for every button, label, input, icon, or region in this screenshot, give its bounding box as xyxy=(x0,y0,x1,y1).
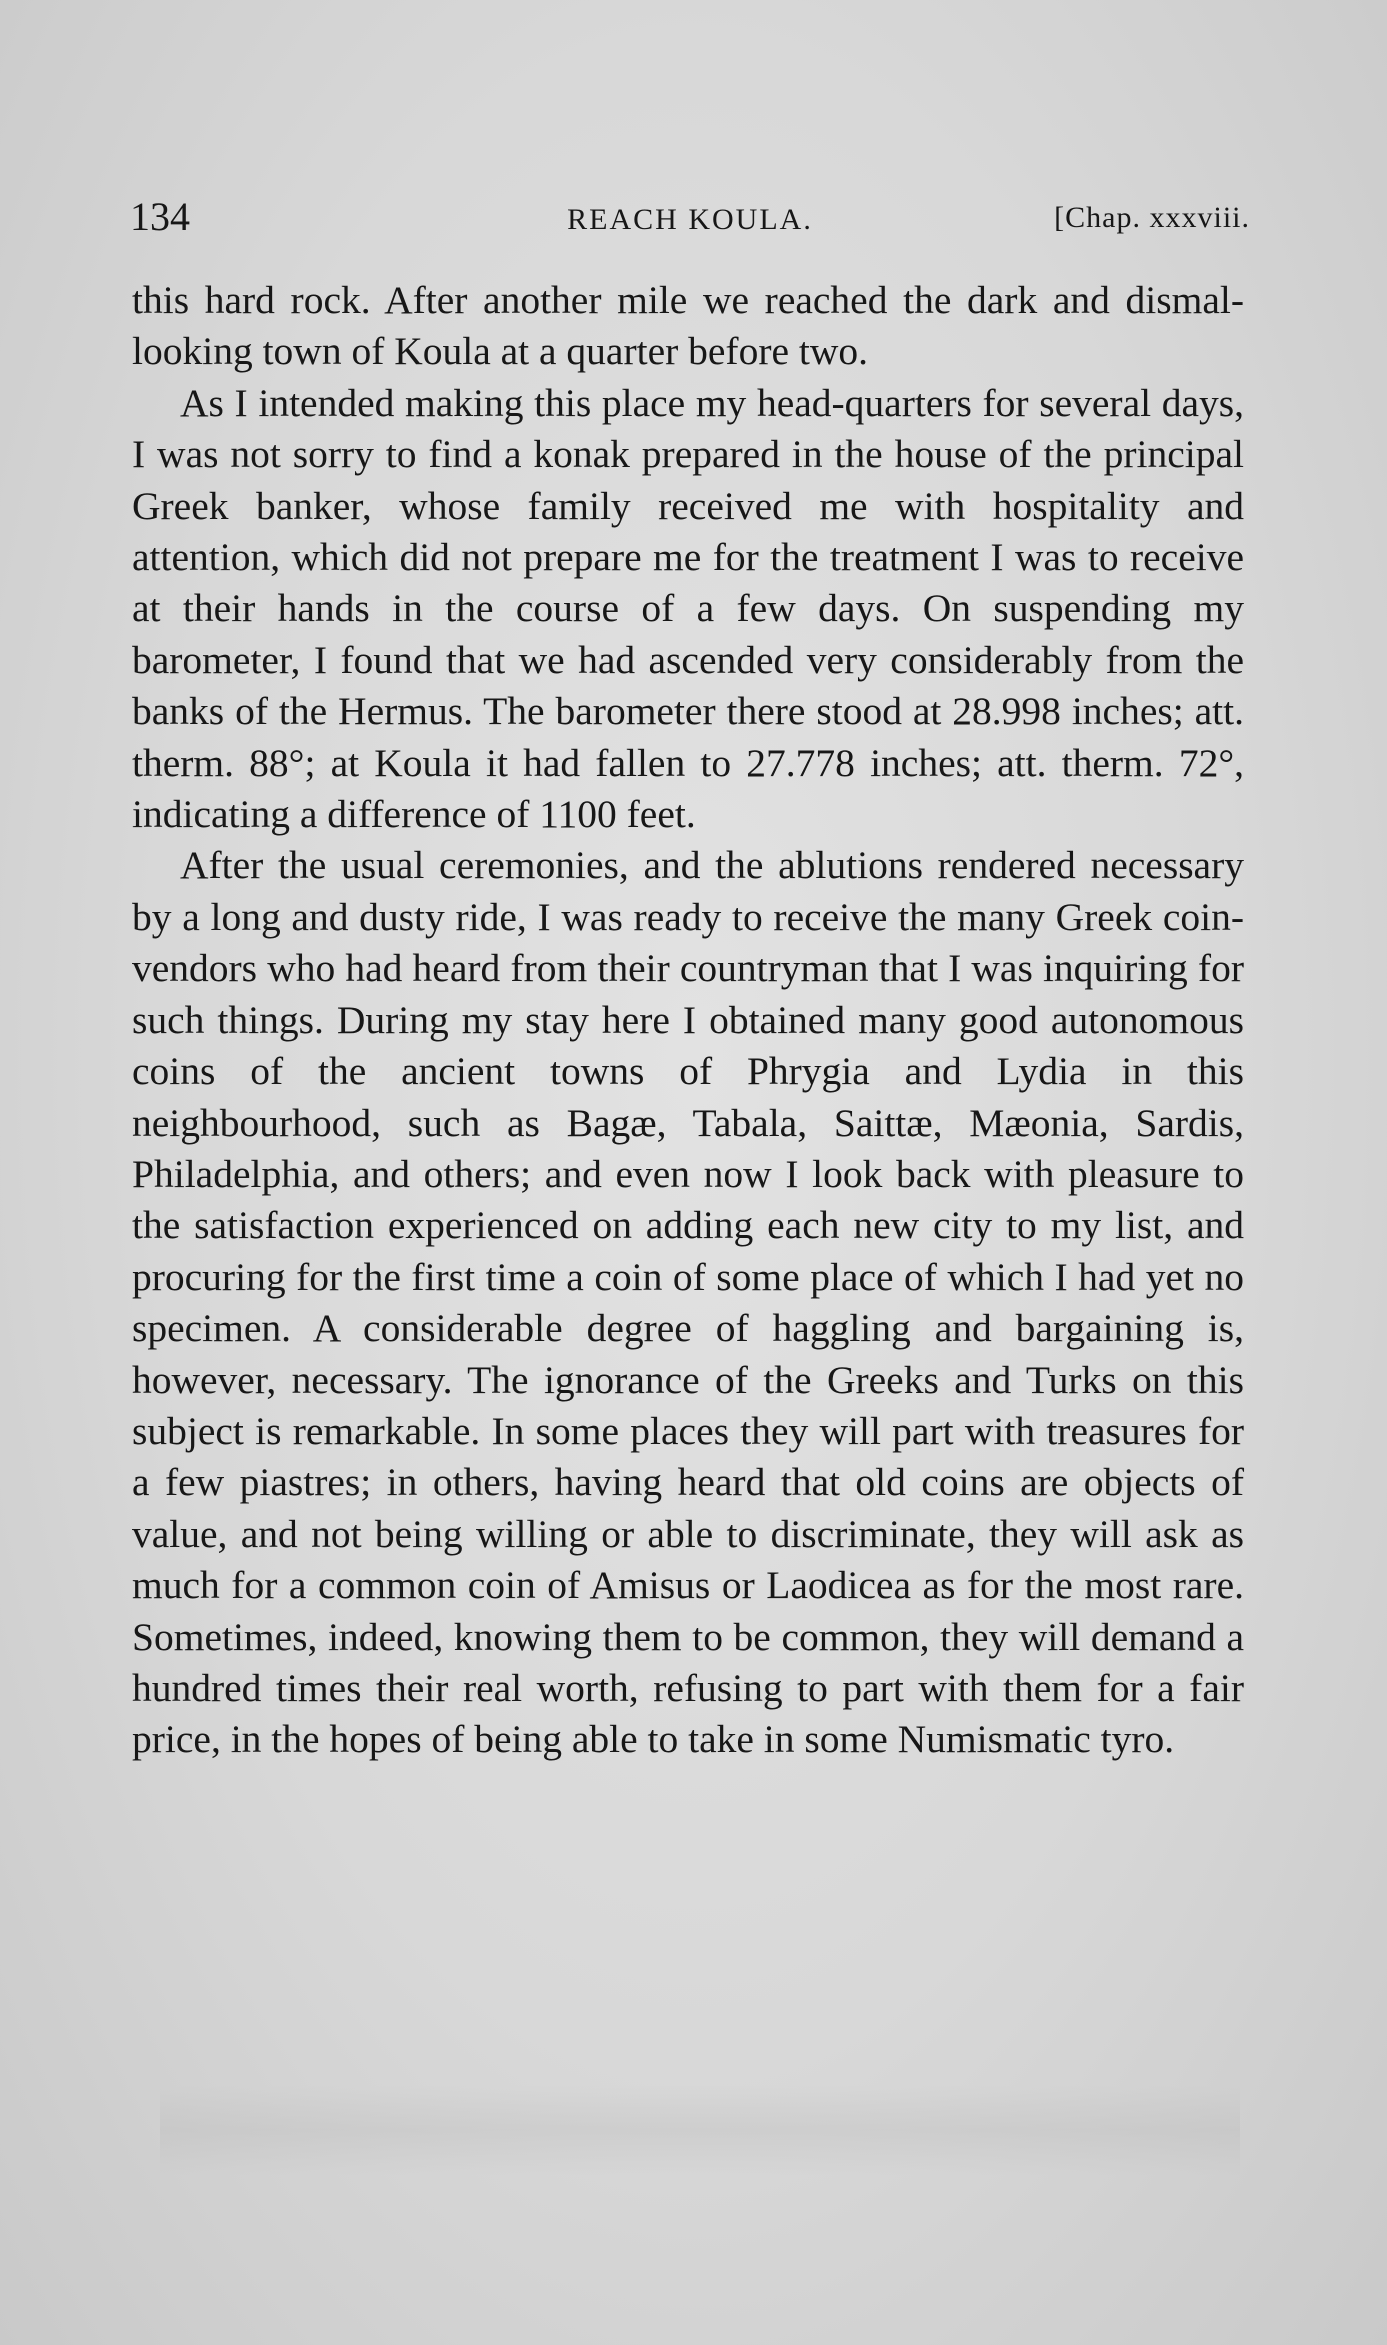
paragraph-3: After the usual ceremonies, and the ablutions rendered necessary by a long and dusty ride, I was ready to receive the many Greek coin-vendors who had heard from their countryman that I was inquiring for such things. During my stay here I obtained many good autonomous coins of the ancient towns of Phrygia and Lydia in this neighbourhood, such as Bagæ, Tabala, Saittæ, Mæonia, Sardis, Philadelphia, and others; and even now I look back with pleasure to the satisfaction experienced on adding each new city to my list, and procuring for the first time a coin of some place of which I had yet no specimen. A considerable degree of haggling and bargaining is, however, necessary. The ignorance of the Greeks and Turks on this subject is remarkable. In some places they will part with treasures for a few piastres; in others, having heard that old coins are objects of value, and not being willing or able to discriminate, they will ask as much for a common coin of Amisus or Laodicea as for the most rare. Sometimes, indeed, knowing them to be common, they will demand a hundred times their real worth, refusing to part with them for a fair price, in the hopes of being able to take in some Numismatic tyro. xyxy=(132,843,1244,1762)
paragraph-1: this hard rock. After another mile we reached the dark and dismal-looking town of Koula at a quarter before two. xyxy=(132,278,1244,374)
bleed-through-shadow xyxy=(160,2085,1240,2175)
running-title: REACH KOULA. xyxy=(567,203,813,236)
chapter-label: [Chap. xxxviii. xyxy=(1054,201,1250,234)
page-number: 134 xyxy=(130,194,190,239)
paragraph-2: As I intended making this place my head-quarters for several days, I was not sorry to find a konak prepared in the house of the principal Greek banker, whose family received me with hospitality and attention, which did not prepare me for the treatment I was to receive at their hands in the course of a few days. On suspending my barometer, I found that we had ascended very considerably from the banks of the Hermus. The barometer there stood at 28.998 inches; att. therm. 88°; at Koula it had fallen to 27.778 inches; att. therm. 72°, indicating a difference of 1100 feet. xyxy=(132,380,1244,837)
page-header xyxy=(130,193,1250,253)
body-text xyxy=(132,275,1244,1766)
